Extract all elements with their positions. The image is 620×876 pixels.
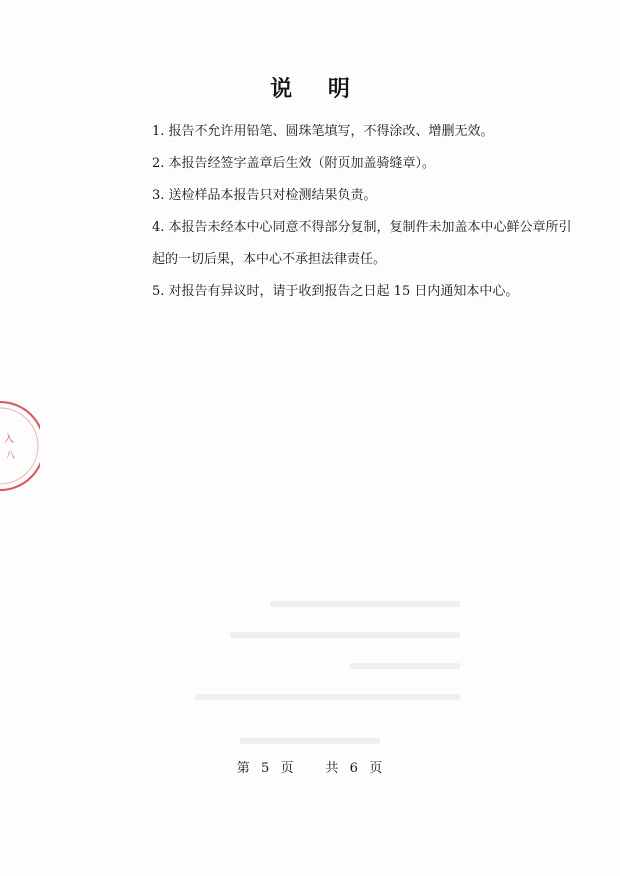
- note-text: 4. 本报告未经本中心同意不得部分复制，复制件未加盖本中心鲜公章所引: [152, 220, 572, 235]
- show-through-footer: [0, 733, 620, 747]
- seal-stamp-icon: [0, 396, 40, 496]
- notes-list: [152, 116, 572, 308]
- page-title: 说 明: [270, 76, 364, 102]
- note-text-continued: 起的一切后果，本中心不承担法律责任。: [152, 252, 387, 267]
- svg-text:入: 入: [4, 434, 14, 445]
- note-item-5: [152, 276, 572, 308]
- note-item-4: [152, 212, 572, 276]
- note-item-2: [152, 148, 572, 180]
- note-item-3: [152, 180, 572, 212]
- note-text: 1. 报告不允许用铅笔、圆珠笔填写，不得涂改、增删无效。: [152, 124, 494, 139]
- svg-text:八: 八: [6, 451, 16, 461]
- page-number: 第 5 页: [236, 761, 295, 776]
- page-total: 共 6 页: [325, 761, 384, 776]
- note-text: 2. 本报告经签字盖章后生效（附页加盖骑缝章）。: [152, 156, 436, 171]
- note-text: 5. 对报告有异议时，请于收到报告之日起 15 日内通知本中心。: [152, 284, 519, 299]
- note-item-1: [152, 116, 572, 148]
- note-text: 3. 送检样品本报告只对检测结果负责。: [152, 188, 377, 203]
- page-footer: [0, 757, 620, 776]
- show-through-text: [160, 588, 460, 712]
